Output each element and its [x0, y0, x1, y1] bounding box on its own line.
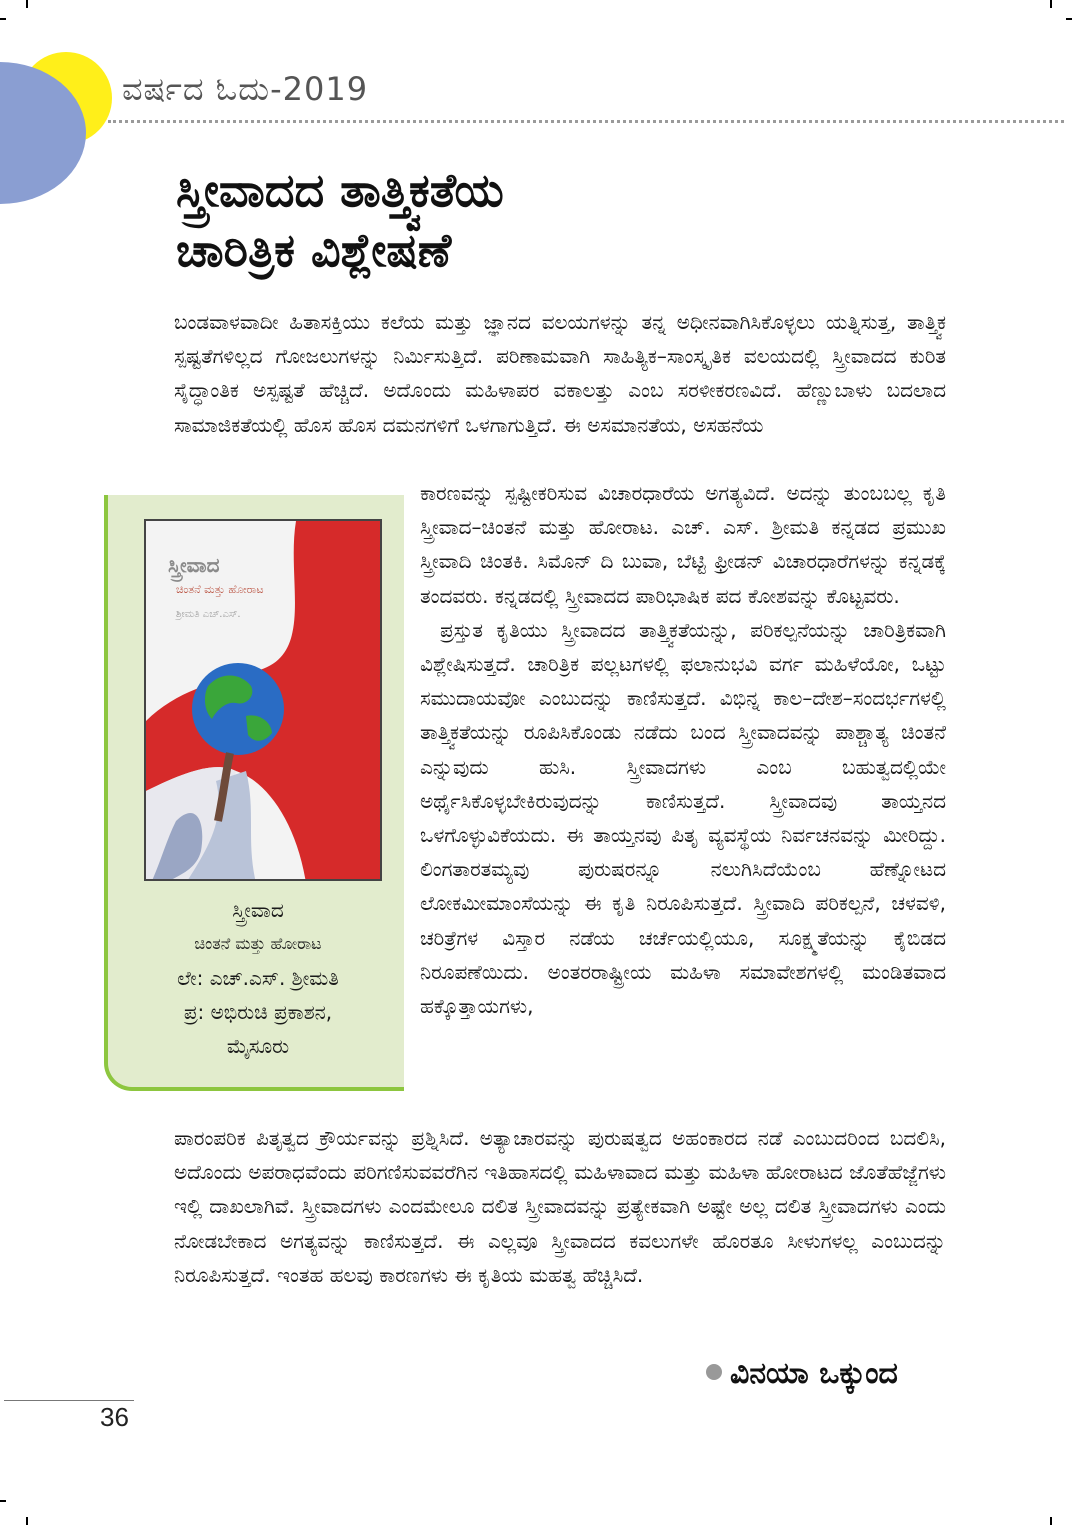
- book-caption-title: ಸ್ತ್ರೀವಾದ: [232, 898, 284, 922]
- article-paragraph-1: ಬಂಡವಾಳವಾದೀ ಹಿತಾಸಕ್ತಿಯು ಕಲೆಯ ಮತ್ತು ಜ್ಞಾನದ ವಲಯಗಳನ್ನು ತನ್ನ ಅಧೀನವಾಗಿಸಿಕೊಳ್ಳಲು ಯತ್ನಿಸುತ್ತ, ತಾತ್ತ್ವಿಕ ಸ್ಪಷ್ಟತೆಗಳಿಲ್ಲದ ಗೋಜಲುಗಳನ್ನು ನಿರ್ಮಿಸುತ್ತಿದೆ. ಪರಿಣಾಮವಾಗಿ ಸಾಹಿತ್ಯಿಕ–ಸಾಂಸ್ಕೃತಿಕ ವಲಯದಲ್ಲಿ ಸ್ತ್ರೀವಾದದ ಕುರಿತ ಸೈದ್ಧಾಂತಿಕ ಅಸ್ಪಷ್ಟತೆ ಹೆಚ್ಚಿದೆ. ಅದೊಂದು ಮಹಿಳಾಪರ ವಕಾಲತ್ತು ಎಂಬ ಸರಳೀಕರಣವಿದೆ. ಹೆಣ್ಣುಬಾಳು ಬದಲಾದ ಸಾಮಾಜಿಕತೆಯಲ್ಲಿ ಹೊಸ ಹೊಸ ದಮನಗಳಿಗೆ ಒಳಗಾಗುತ್ತಿದೆ. ಈ ಅಸಮಾನತೆಯ, ಅಸಹನೆಯ: [174, 310, 946, 437]
- crop-mark: [26, 1517, 28, 1525]
- article-headline: [176, 160, 896, 280]
- article-column-right: [420, 476, 946, 1023]
- book-cover-image: [144, 519, 382, 881]
- footer-rule: [4, 1400, 134, 1401]
- book-cover-author: ಶ್ರೀಮತಿ ಎಚ್.ಎಸ್.: [176, 609, 241, 620]
- article-paragraph-2-continued: ಪಾರಂಪರಿಕ ಪಿತೃತ್ವದ ಕ್ರೌರ್ಯವನ್ನು ಪ್ರಶ್ನಿಸಿದೆ. ಅತ್ಯಾಚಾರವನ್ನು ಪುರುಷತ್ವದ ಅಹಂಕಾರದ ನಡೆ ಎಂಬುದರಿಂದ ಬದಲಿಸಿ, ಅದೊಂದು ಅಪರಾಧವೆಂದು ಪರಿಗಣಿಸುವವರೆಗಿನ ಇತಿಹಾಸದಲ್ಲಿ ಮಹಿಳಾವಾದ ಮತ್ತು ಮಹಿಳಾ ಹೋರಾಟದ ಜೊತೆಹೆಜ್ಜೆಗಳು ಇಲ್ಲಿ ದಾಖಲಾಗಿವೆ. ಸ್ತ್ರೀವಾದಗಳು ಎಂದಮೇಲೂ ದಲಿತ ಸ್ತ್ರೀವಾದವನ್ನು ಪ್ರತ್ಯೇಕವಾಗಿ ಅಷ್ಟೇ ಅಲ್ಲ ದಲಿತ ಸ್ತ್ರೀವಾದಗಳು ಎಂದು ನೋಡಬೇಕಾದ ಅಗತ್ಯವನ್ನು ಕಾಣಿಸುತ್ತದೆ. ಈ ಎಲ್ಲವೂ ಸ್ತ್ರೀವಾದದ ಕವಲುಗಳೇ ಹೊರತೂ ಸೀಳುಗಳಲ್ಲ ಎಂಬುದನ್ನು ನಿರೂಪಿಸುತ್ತದೆ. ಇಂತಹ ಹಲವು ಕಾರಣಗಳು ಈ ಕೃತಿಯ ಮಹತ್ವ ಹೆಚ್ಚಿಸಿದೆ.: [174, 1126, 946, 1287]
- article-paragraph-2: ಪ್ರಸ್ತುತ ಕೃತಿಯು ಸ್ತ್ರೀವಾದದ ತಾತ್ತ್ವಿಕತೆಯನ್ನು, ಪರಿಕಲ್ಪನೆಯನ್ನು ಚಾರಿತ್ರಿಕವಾಗಿ ವಿಶ್ಲೇಷಿಸುತ್ತದೆ. ಚಾರಿತ್ರಿಕ ಪಲ್ಲಟಗಳಲ್ಲಿ ಫಲಾನುಭವಿ ವರ್ಗ ಮಹಿಳೆಯೋ, ಒಟ್ಟು ಸಮುದಾಯವೋ ಎಂಬುದನ್ನು ಕಾಣಿಸುತ್ತದೆ. ವಿಭಿನ್ನ ಕಾಲ–ದೇಶ–ಸಂದರ್ಭಗಳಲ್ಲಿ ತಾತ್ತ್ವಿಕತೆಯನ್ನು ರೂಪಿಸಿಕೊಂಡು ನಡೆದು ಬಂದ ಸ್ತ್ರೀವಾದವನ್ನು ಪಾಶ್ಚಾತ್ಯ ಚಿಂತನೆ ಎನ್ನುವುದು ಹುಸಿ. ಸ್ತ್ರೀವಾದಗಳು ಎಂಬ ಬಹುತ್ವದಲ್ಲಿಯೇ ಅರ್ಥೈಸಿಕೊಳ್ಳಬೇಕಿರುವುದನ್ನು ಕಾಣಿಸುತ್ತದೆ. ಸ್ತ್ರೀವಾದವು ತಾಯ್ತನದ ಒಳಗೊಳ್ಳುವಿಕೆಯದು. ಈ ತಾಯ್ತನವು ಪಿತೃ ವ್ಯವಸ್ಥೆಯ ನಿರ್ವಚನವನ್ನು ಮೀರಿದ್ದು. ಲಿಂಗತಾರತಮ್ಯವು ಪುರುಷರನ್ನೂ ನಲುಗಿಸಿದೆಯೆಂಬ ಹೆಣ್ನೋಟದ ಲೋಕಮೀಮಾಂಸೆಯನ್ನು ಈ ಕೃತಿ ನಿರೂಪಿಸುತ್ತದೆ. ಸ್ತ್ರೀವಾದಿ ಪರಿಕಲ್ಪನೆ, ಚಳವಳಿ, ಚರಿತ್ರೆಗಳ ವಿಸ್ತಾರ ನಡೆಯ ಚರ್ಚೆಯಲ್ಲಿಯೂ, ಸೂಕ್ಷ್ಮತೆಯನ್ನು ಕೈಬಿಡದ ನಿರೂಪಣೆಯಿದು. ಅಂತರರಾಷ್ಟ್ರೀಯ ಮಹಿಳಾ ಸಮಾವೇಶಗಳಲ್ಲಿ ಮಂಡಿತವಾದ ಹಕ್ಕೊತ್ತಾಯಗಳು,: [420, 617, 946, 1019]
- book-caption-publisher: ಪ್ರ: ಅಭಿರುಚಿ ಪ್ರಕಾಶನ,: [183, 1000, 333, 1024]
- book-cover-subtitle: ಚಿಂತನೆ ಮತ್ತು ಹೋರಾಟ: [176, 583, 264, 596]
- book-caption: [108, 893, 408, 1063]
- section-title: ವರ್ಷದ ಓದು-2019: [122, 70, 369, 108]
- crop-mark: [1066, 18, 1072, 20]
- headline-line-1: ಸ್ತ್ರೀವಾದದ ತಾತ್ತ್ವಿಕತೆಯ: [176, 163, 504, 217]
- article-paragraph-1-continued: ಕಾರಣವನ್ನು ಸ್ಪಷ್ಟೀಕರಿಸುವ ವಿಚಾರಧಾರೆಯ ಅಗತ್ಯವಿದೆ. ಅದನ್ನು ತುಂಬಬಲ್ಲ ಕೃತಿ ಸ್ತ್ರೀವಾದ–ಚಿಂತನೆ ಮತ್ತು ಹೋರಾಟ. ಎಚ್. ಎಸ್. ಶ್ರೀಮತಿ ಕನ್ನಡದ ಪ್ರಮುಖ ಸ್ತ್ರೀವಾದಿ ಚಿಂತಕಿ. ಸಿಮೊನ್ ದಿ ಬುವಾ, ಬೆಟ್ಟಿ ಫ್ರೀಡನ್ ವಿಚಾರಧಾರೆಗಳನ್ನು ಕನ್ನಡಕ್ಕೆ ತಂದವರು. ಕನ್ನಡದಲ್ಲಿ ಸ್ತ್ರೀವಾದದ ಪಾರಿಭಾಷಿಕ ಪದ ಕೋಶವನ್ನು ಕೊಟ್ಟವರು.: [420, 481, 946, 608]
- crop-mark: [1050, 0, 1052, 8]
- article-byline: [706, 1356, 898, 1391]
- dotted-divider: [108, 120, 1064, 123]
- book-cover-title: ಸ್ತ್ರೀವಾದ: [168, 553, 220, 577]
- headline-line-2: ಚಾರಿತ್ರಿಕ ವಿಶ್ಲೇಷಣೆ: [176, 223, 452, 277]
- crop-mark: [1050, 1517, 1052, 1525]
- book-caption-city: ಮೈಸೂರು: [226, 1034, 290, 1058]
- byline-author: ವಿನಯಾ ಒಕ್ಕುಂದ: [730, 1356, 898, 1391]
- crop-mark: [0, 18, 6, 20]
- crop-mark: [26, 0, 28, 8]
- crop-mark: [0, 1500, 6, 1502]
- book-caption-subtitle: ಚಿಂತನೆ ಮತ್ತು ಹೋರಾಟ: [194, 934, 322, 953]
- bullet-icon: [706, 1364, 722, 1380]
- page-number: 36: [100, 1402, 129, 1432]
- book-info-box: [104, 495, 404, 1091]
- book-caption-author: ಲೇ: ಎಚ್.ಎಸ್. ಶ್ರೀಮತಿ: [177, 966, 339, 990]
